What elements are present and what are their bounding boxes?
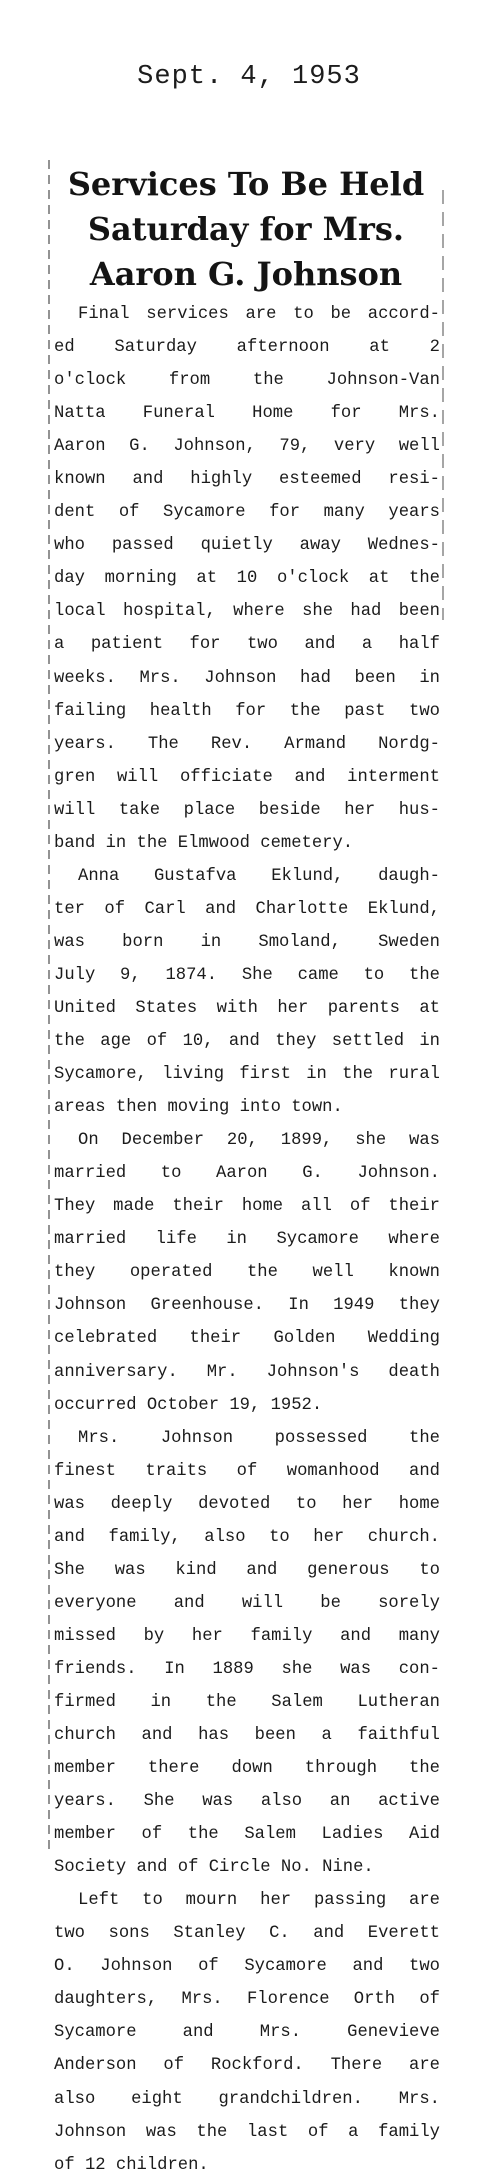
article-line: missed by her family and many (54, 1626, 440, 1646)
article-line: dent of Sycamore for many years (54, 503, 440, 523)
article-line: Society and of Circle No. Nine. (54, 1858, 374, 1878)
article-line: friends. In 1889 she was con- (54, 1659, 440, 1679)
article-line: married to Aaron G. Johnson. (54, 1164, 440, 1184)
article-line: of 12 children. (54, 2155, 209, 2175)
article-line: United States with her parents at (54, 998, 440, 1018)
article-line: areas then moving into town. (54, 1098, 343, 1118)
article-line: day morning at 10 o'clock at the (54, 569, 440, 589)
article-line: local hospital, where she had been (54, 602, 440, 622)
article-line: was deeply devoted to her home (54, 1494, 440, 1514)
newspaper-clipping (48, 160, 444, 2175)
article-line: weeks. Mrs. Johnson had been in (54, 668, 440, 688)
article-line: July 9, 1874. She came to the (54, 965, 440, 985)
article-line: two sons Stanley C. and Everett (54, 1924, 440, 1944)
article-line: anniversary. Mr. Johnson's death (54, 1362, 440, 1382)
article-line: They made their home all of their (54, 1197, 440, 1217)
article-line: O. Johnson of Sycamore and two (54, 1957, 440, 1977)
article-line: Final services are to be accord- (78, 305, 440, 324)
article-line: they operated the well known (54, 1263, 440, 1283)
headline-line: Services To Be Held (67, 165, 425, 203)
article-line: Anderson of Rockford. There are (54, 2056, 440, 2076)
article-line: a patient for two and a half (54, 635, 440, 655)
article-line: Natta Funeral Home for Mrs. (54, 404, 440, 424)
article-line: and family, also to her church. (54, 1527, 440, 1547)
article-line: gren will officiate and interment (54, 767, 440, 787)
article-line: Sycamore, living first in the rural (54, 1065, 440, 1085)
article-line: ed Saturday afternoon at 2 (54, 338, 440, 358)
article-line: the age of 10, and they settled in (54, 1032, 440, 1052)
article-line: was born in Smoland, Sweden (54, 932, 440, 952)
article-line: She was kind and generous to (54, 1560, 440, 1580)
article-line: member of the Salem Ladies Aid (54, 1825, 440, 1845)
article-line: everyone and will be sorely (54, 1593, 440, 1613)
article-line: church and has been a faithful (54, 1726, 440, 1746)
article-line: daughters, Mrs. Florence Orth of (54, 1990, 440, 2010)
article-line: married life in Sycamore where (54, 1230, 440, 1250)
date-line: Sept. 4, 1953 (137, 62, 361, 92)
article-line: years. The Rev. Armand Nordg- (54, 734, 440, 754)
article-line: finest traits of womanhood and (54, 1461, 440, 1481)
article-line: also eight grandchildren. Mrs. (54, 2089, 440, 2109)
article-line: known and highly esteemed resi- (54, 470, 440, 490)
article-line: celebrated their Golden Wedding (54, 1329, 440, 1349)
article-line: ter of Carl and Charlotte Eklund, (54, 899, 440, 919)
headline-line: Aaron G. Johnson (89, 255, 403, 293)
article-line: o'clock from the Johnson-Van (54, 371, 440, 391)
article-line: member there down through the (54, 1759, 440, 1779)
clipping-cut-edge-left (48, 160, 50, 1852)
article-body (54, 298, 440, 2182)
headline (56, 162, 436, 297)
article-line: occurred October 19, 1952. (54, 1395, 323, 1415)
article-line: band in the Elmwood cemetery. (54, 833, 354, 853)
article-line: Johnson Greenhouse. In 1949 they (54, 1296, 440, 1316)
article-line: On December 20, 1899, she was (78, 1131, 440, 1151)
article-line: years. She was also an active (54, 1792, 440, 1812)
article-line: who passed quietly away Wednes- (54, 536, 440, 556)
clipping-cut-edge-right (442, 190, 444, 620)
article-line: Left to mourn her passing are (78, 1891, 440, 1911)
article-line: Mrs. Johnson possessed the (78, 1428, 440, 1448)
article-line: Johnson was the last of a family (54, 2122, 440, 2142)
article-line: will take place beside her hus- (54, 800, 440, 820)
article-line: firmed in the Salem Lutheran (54, 1692, 440, 1712)
headline-line: Saturday for Mrs. (87, 210, 405, 248)
article-line: Anna Gustafva Eklund, daugh- (78, 866, 440, 886)
article-line: Aaron G. Johnson, 79, very well (54, 437, 440, 457)
article-line: failing health for the past two (54, 701, 440, 721)
article-line: Sycamore and Mrs. Genevieve (54, 2023, 440, 2043)
